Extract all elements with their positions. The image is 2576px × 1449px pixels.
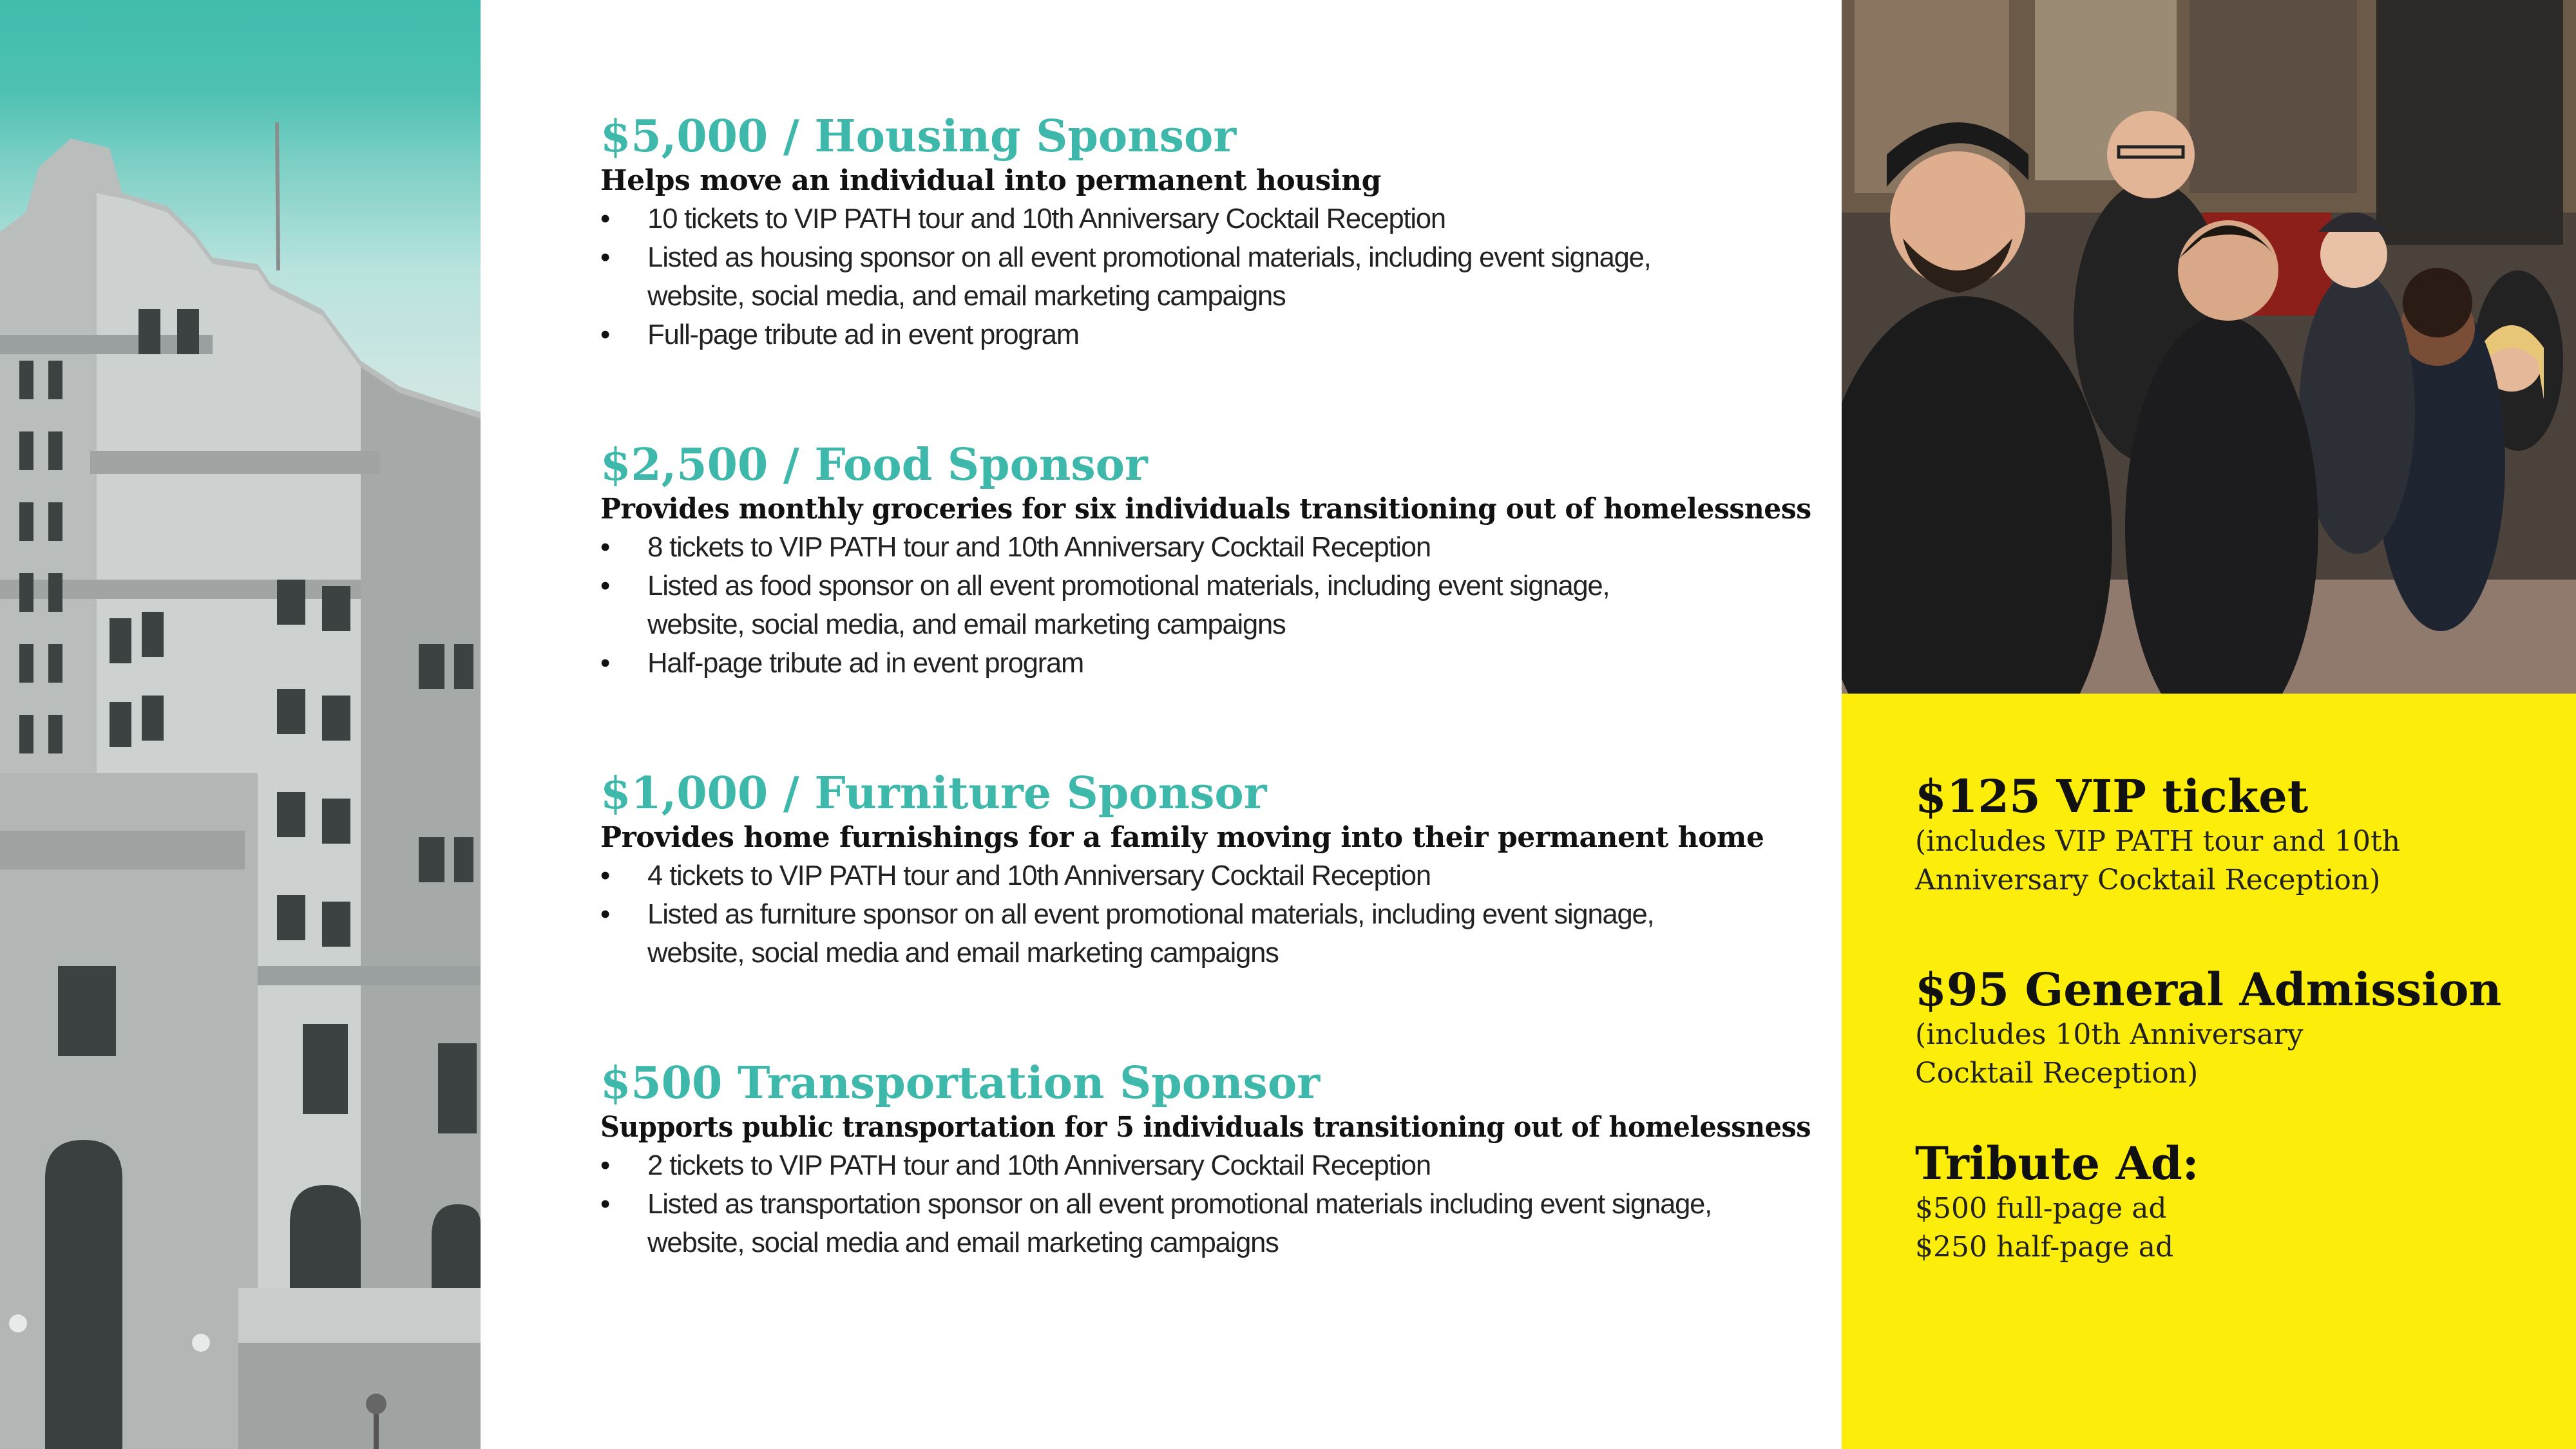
tribute-ad-detail: $500 full-page ad [1915,1192,2167,1225]
tribute-ad-heading: Tribute Ad: [1915,1137,2199,1190]
vip-ticket [1915,771,2400,900]
tier-description: Provides home furnishings for a family moving into their permanent home [600,821,1764,854]
benefit-item: • Full-page tribute ad in event program [600,316,1798,354]
benefit-item: • Listed as food sponsor on all event promotional materials, including event signage, [600,567,1798,605]
benefit-item: • 2 tickets to VIP PATH tour and 10th Anniversary Cocktail Reception [600,1146,1798,1185]
tier-title: $5,000 / Housing Sponsor [600,111,1237,162]
tier-description: Helps move an individual into permanent housing [600,164,1381,197]
tribute-ad [1915,1138,2199,1267]
ticket-info-panel [1842,694,2576,1449]
tier-title: $500 Transportation Sponsor [600,1057,1321,1109]
tier-transportation [600,1057,1811,1262]
tribute-ad-detail: $250 half-page ad [1915,1231,2174,1264]
benefit-item-continued: website, social media and email marketing campaigns [647,937,1279,969]
group-photo [1842,0,2576,694]
tier-title: $1,000 / Furniture Sponsor [600,768,1267,819]
benefit-item: • 10 tickets to VIP PATH tour and 10th Anniversary Cocktail Reception [600,200,1798,238]
benefit-item: • Half-page tribute ad in event program [600,644,1798,683]
general-admission-detail: (includes 10th Anniversary [1915,1018,2304,1051]
vip-ticket-heading: $125 VIP ticket [1915,770,2309,823]
benefit-list [600,1146,1811,1262]
vip-ticket-detail: (includes VIP PATH tour and 10th [1915,825,2401,858]
tier-description: Provides monthly groceries for six individuals transitioning out of homelessness [600,493,1811,526]
tier-furniture [600,768,1811,972]
benefit-item: • Listed as housing sponsor on all event promotional materials, including event signage, [600,238,1798,277]
benefit-list [600,528,1811,683]
benefit-item-continued: website, social media, and email marketing campaigns [647,609,1286,640]
general-admission-heading: $95 General Admission [1915,963,2502,1016]
benefit-item-continued: website, social media, and email marketing campaigns [647,280,1286,312]
benefit-list [600,857,1811,972]
general-admission [1915,964,2501,1093]
tier-housing [600,111,1811,354]
benefit-item: • 4 tickets to VIP PATH tour and 10th Anniversary Cocktail Reception [600,857,1798,895]
group-photo-illustration [1842,0,2576,694]
benefit-item: • Listed as transportation sponsor on all event promotional materials including event signage, [600,1185,1798,1224]
building-photo [0,0,481,1449]
benefit-list [600,200,1811,354]
benefit-item: • Listed as furniture sponsor on all event promotional materials, including event signage, [600,895,1798,934]
building-illustration [0,0,481,1449]
benefit-item: • 8 tickets to VIP PATH tour and 10th Anniversary Cocktail Reception [600,528,1798,567]
vip-ticket-detail: Anniversary Cocktail Reception) [1915,864,2381,896]
general-admission-detail: Cocktail Reception) [1915,1057,2199,1090]
benefit-item-continued: website, social media and email marketing campaigns [647,1227,1279,1258]
tier-description: Supports public transportation for 5 individuals transitioning out of homelessness [600,1111,1811,1144]
tier-food [600,439,1811,683]
tier-title: $2,500 / Food Sponsor [600,439,1148,491]
